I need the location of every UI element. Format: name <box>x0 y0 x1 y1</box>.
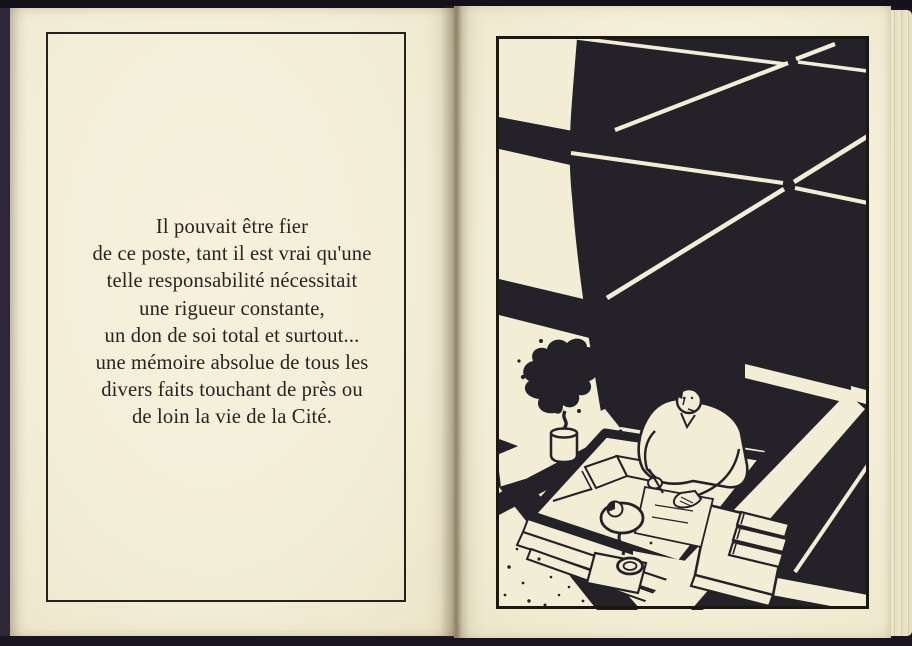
text-line: un don de soi total et surtout... <box>104 324 360 347</box>
text-line: Il pouvait être fier <box>155 216 309 238</box>
text-line: une mémoire absolue de tous les <box>95 352 369 375</box>
left-page <box>10 8 454 636</box>
text-line: divers faits touchant de près ou <box>101 379 363 402</box>
right-page <box>454 6 891 638</box>
paragraph <box>10 214 454 432</box>
illustration <box>495 35 870 610</box>
text-line: de loin la vie de la Cité. <box>131 406 333 429</box>
text-line: telle responsabilité nécessitait <box>106 270 358 293</box>
pot-rim <box>551 429 577 438</box>
text-line: de ce poste, tant il est vrai qu'une <box>92 243 372 266</box>
page-stack-edges <box>891 10 912 636</box>
text-line: une rigueur constante, <box>139 297 325 320</box>
